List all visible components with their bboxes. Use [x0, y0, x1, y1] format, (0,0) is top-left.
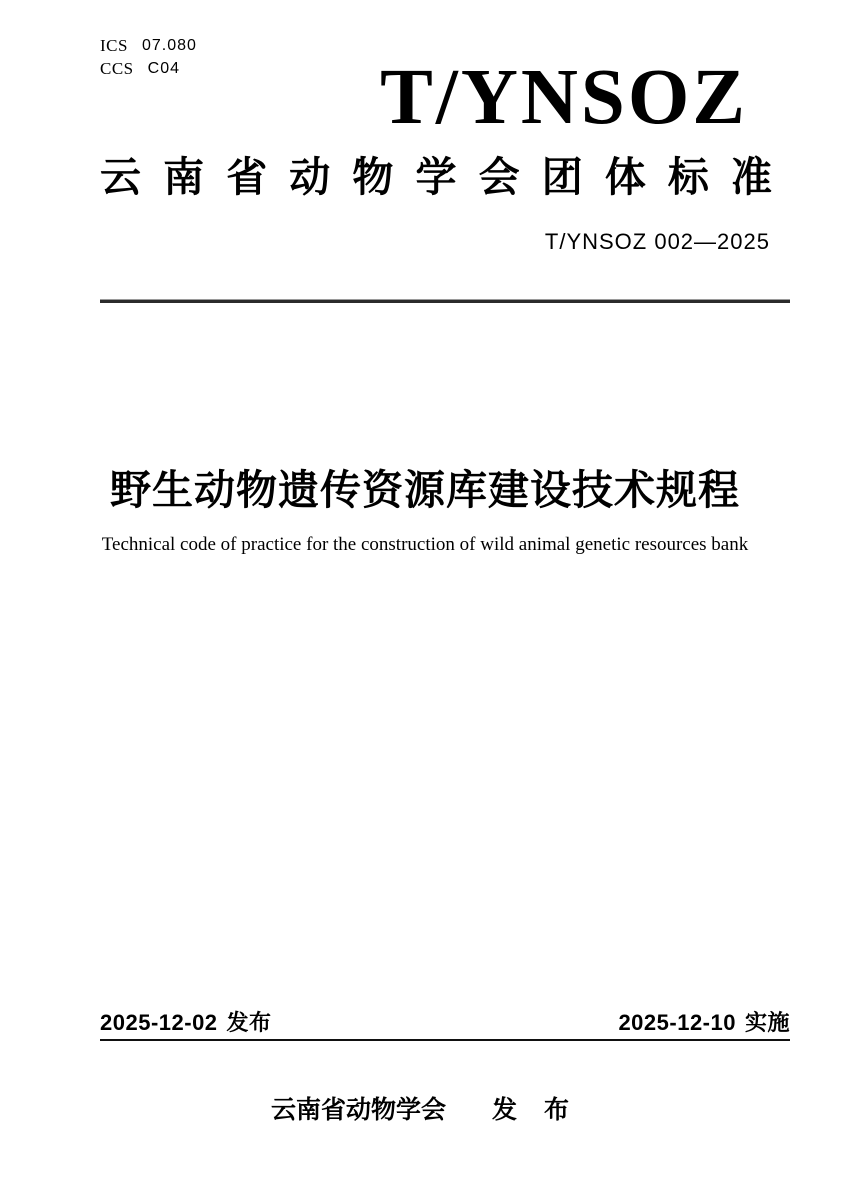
publisher-row	[0, 1090, 850, 1126]
implementation-date-cell	[618, 1006, 790, 1037]
header-rule	[100, 299, 790, 303]
publish-label: 发 布	[492, 1096, 579, 1124]
document-number: T/YNSOZ 002—2025	[544, 229, 770, 254]
ccs-value: C04	[147, 60, 180, 77]
implementation-label: 实施	[744, 1010, 790, 1035]
standard-code-logo: T/YNSOZ	[380, 54, 748, 141]
footer-rule	[100, 1039, 790, 1041]
issue-date: 2025-12-02	[100, 1010, 218, 1035]
ics-row	[100, 34, 197, 57]
issue-date-cell	[100, 1006, 272, 1037]
title-chinese: 野生动物遗传资源库建设技术规程	[110, 467, 740, 513]
title-english: Technical code of practice for the construction of wild animal genetic resources bank	[101, 534, 749, 555]
publisher-name: 云南省动物学会	[271, 1096, 447, 1124]
society-banner: 云 南 省 动 物 学 会 团 体 标 准	[100, 154, 772, 200]
issue-label: 发布	[226, 1010, 272, 1035]
ics-value: 07.080	[141, 37, 197, 54]
ccs-label: CCS	[100, 59, 134, 78]
classification-block	[100, 34, 197, 80]
ccs-row	[100, 57, 197, 80]
ics-label: ICS	[100, 36, 128, 55]
implementation-date: 2025-12-10	[618, 1010, 736, 1035]
date-row	[100, 1006, 790, 1037]
